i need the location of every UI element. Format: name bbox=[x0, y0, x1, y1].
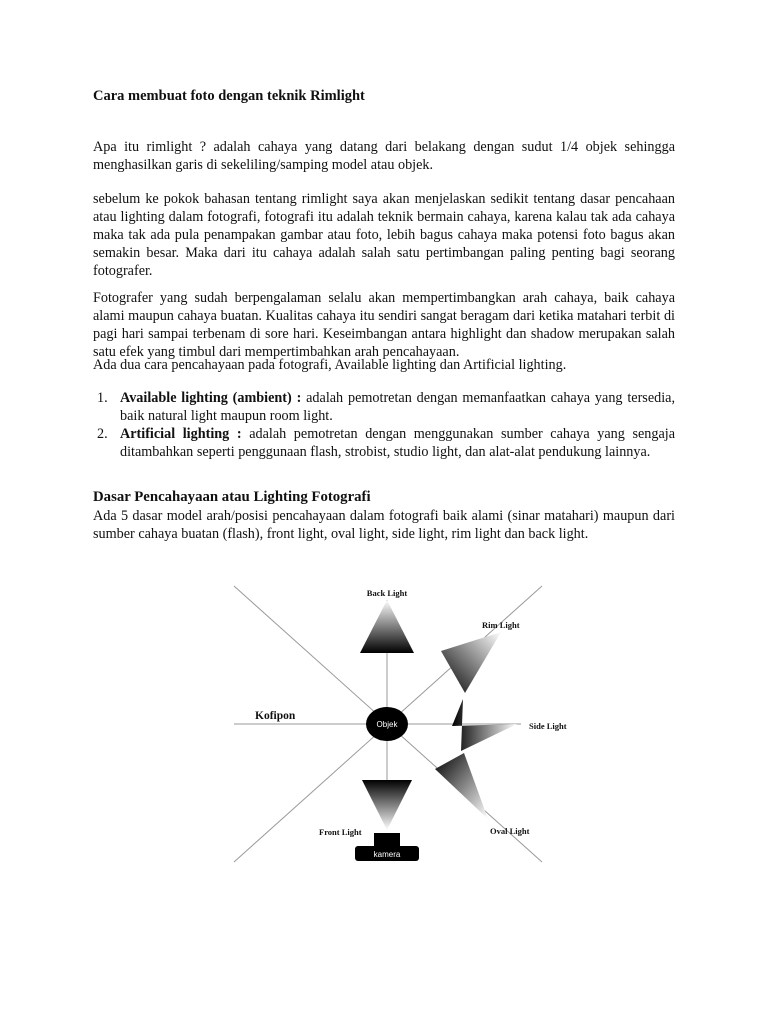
paragraph-rimlight-definition: Apa itu rimlight ? adalah cahaya yang datang dari belakang dengan sudut 1/4 objek sehingga menghasilkan garis di sekeliling/samping model atau objek. bbox=[93, 139, 675, 173]
camera-label: kamera bbox=[373, 850, 401, 859]
side-light-label: Side Light bbox=[529, 721, 567, 731]
front-light-label: Front Light bbox=[319, 827, 362, 837]
list-number: 1. bbox=[97, 390, 108, 406]
camera-lens bbox=[374, 833, 400, 847]
paragraph-two-methods: Ada dua cara pencahayaan pada fotografi, Available lighting dan Artificial lighting. bbox=[93, 357, 567, 373]
back-light-triangle bbox=[360, 600, 414, 653]
oval-light-triangle bbox=[435, 753, 488, 819]
lighting-diagram bbox=[229, 582, 567, 866]
section-heading: Dasar Pencahayaan atau Lighting Fotografi bbox=[93, 489, 371, 505]
list-term: Available lighting (ambient) : bbox=[120, 390, 302, 406]
rim-light-label: Rim Light bbox=[482, 620, 520, 630]
back-light-label: Back Light bbox=[366, 588, 408, 598]
list-item bbox=[93, 389, 675, 425]
diagram-watermark: Kofipon bbox=[255, 710, 296, 722]
oval-light-label: Oval Light bbox=[490, 826, 530, 836]
paragraph-five-positions: Ada 5 dasar model arah/posisi pencahayaan dalam fotografi baik alami (sinar matahari) maupun dari sumber cahaya buatan (flash), front light, oval light, side light, rim light dan back light. bbox=[93, 508, 675, 542]
object-label: Objek bbox=[376, 720, 398, 729]
list-description: adalah pemotretan dengan menggunakan sumber cahaya yang sengaja ditambahkan seperti penggunaan flash, strobist, studio light, dan alat-alat pendukung lainnya. bbox=[120, 426, 675, 460]
list-description: adalah pemotretan dengan memanfaatkan cahaya yang tersedia, baik natural light maupun room light. bbox=[120, 390, 675, 424]
document-title: Cara membuat foto dengan teknik Rimlight bbox=[93, 88, 365, 104]
lighting-diagram-svg bbox=[229, 582, 567, 866]
lighting-types-list bbox=[93, 389, 675, 461]
list-item bbox=[93, 425, 675, 461]
paragraph-lighting-basics: sebelum ke pokok bahasan tentang rimlight saya akan menjelaskan sedikit tentang dasar pencahaan atau lighting dalam fotografi, fotografi itu adalah teknik bermain cahaya, karena kalau tak ada cahaya maka tak ada pula penampakan gambar atau foto, lebih bagus cahaya maka potensi foto bagus akan semakin besar. Maka dari itu cahaya adalah salah satu pertimbangan paling penting bagi seorang fotografer. bbox=[93, 191, 675, 279]
paragraph-light-direction: Fotografer yang sudah berpengalaman selalu akan mempertimbangkan arah cahaya, baik cahaya alami maupun cahaya buatan. Kualitas cahaya itu sendiri sangat beragam dari ketika matahari terbit di pagi hari sampai terbenam di sore hari. Keseimbangan antara highlight dan shadow merupakan salah satu efek yang timbul dari mempertimbahkan arah pencahayaan. bbox=[93, 290, 675, 360]
list-number: 2. bbox=[97, 426, 108, 442]
rim-light-triangle bbox=[441, 632, 501, 693]
list-term: Artificial lighting : bbox=[120, 426, 242, 442]
side-light-triangle bbox=[452, 699, 517, 751]
front-light-triangle bbox=[362, 780, 412, 830]
